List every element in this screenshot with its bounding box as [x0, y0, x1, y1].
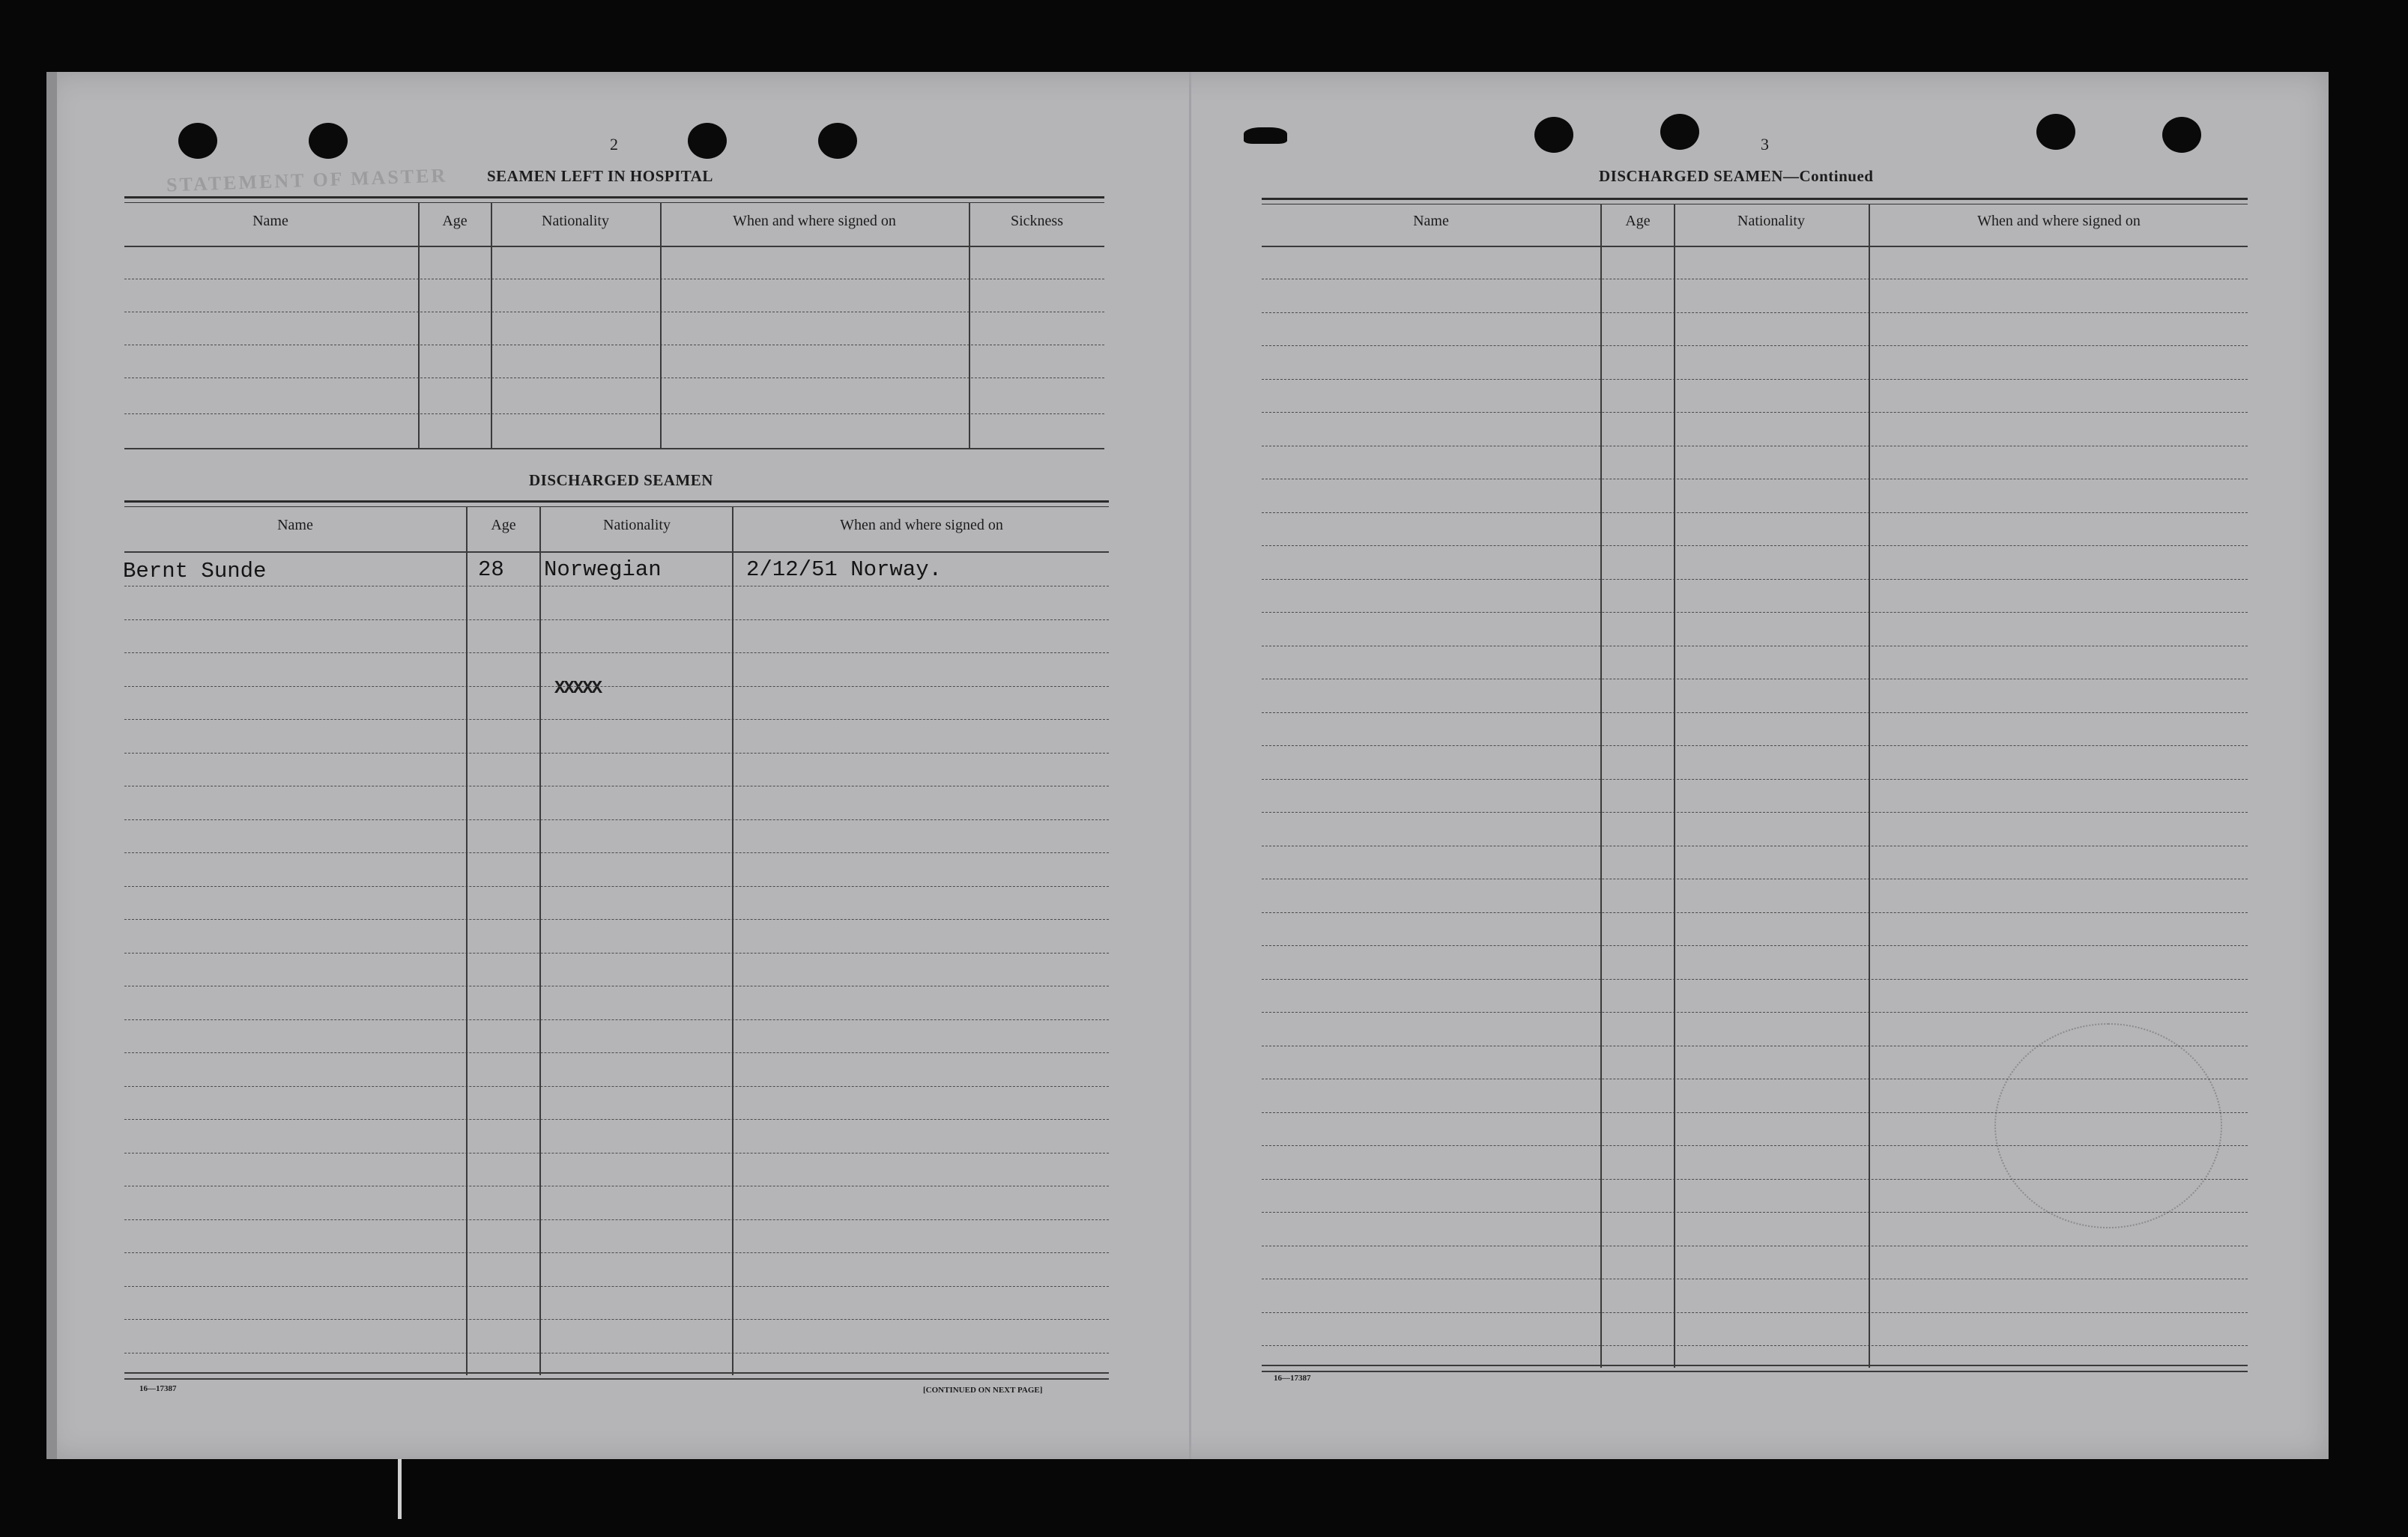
table-row-line [124, 1052, 1109, 1053]
col-header-name: Name [252, 213, 288, 229]
header-rule [124, 500, 1109, 503]
col-header-sickness: Sickness [1011, 213, 1063, 229]
table-row-line [1262, 1345, 2248, 1346]
table-row-line [1262, 1112, 2248, 1113]
punch-hole [818, 123, 857, 159]
table-bottom-rule [124, 448, 1104, 449]
struck-out-entry: XXXXX [554, 679, 602, 699]
discharged-section-title: DISCHARGED SEAMEN [529, 471, 713, 489]
punch-hole [2162, 117, 2201, 153]
col-header-name: Name [277, 517, 313, 533]
column-divider [466, 506, 468, 1375]
table-row-line [124, 652, 1109, 653]
seaman-nationality: Norwegian [544, 557, 662, 582]
table-row-line [1262, 345, 2248, 346]
col-header-name: Name [1413, 213, 1449, 229]
continued-note: [CONTINUED ON NEXT PAGE] [923, 1386, 1043, 1395]
center-fold [1189, 72, 1191, 1459]
table-row-line [124, 1286, 1109, 1287]
table-row-line [124, 852, 1109, 853]
table-row-line [1262, 1312, 2248, 1313]
table-row-line [124, 1252, 1109, 1253]
page-number: 2 [610, 135, 618, 154]
header-rule [1262, 198, 2248, 200]
punch-hole [178, 123, 217, 159]
table-row-line [1262, 412, 2248, 413]
col-header-age: Age [1625, 213, 1651, 229]
table-row-line [124, 1319, 1109, 1320]
column-divider [1674, 204, 1675, 1368]
table-row-line [124, 413, 1104, 414]
header-rule [124, 202, 1104, 203]
punch-hole [688, 123, 727, 159]
table-row-line [1262, 612, 2248, 613]
form-number: 16—17387 [139, 1384, 177, 1393]
punch-hole [1244, 127, 1287, 144]
seaman-signed-on: 2/12/51 Norway. [746, 557, 943, 582]
table-row-line [1262, 745, 2248, 746]
table-row-line [124, 819, 1109, 820]
table-row-line [124, 1086, 1109, 1087]
table-row-line [1262, 1145, 2248, 1146]
column-divider [418, 202, 420, 448]
punch-hole [1534, 117, 1573, 153]
table-row-line [1262, 912, 2248, 913]
title-suffix: —Continued [1782, 167, 1874, 185]
table-row-line [124, 686, 1109, 687]
table-bottom-rule [1262, 1365, 2248, 1366]
table-row-line [1262, 579, 2248, 580]
column-divider [1600, 204, 1602, 1368]
table-row-line [124, 619, 1109, 620]
seaman-name: Bernt Sunde [123, 559, 267, 583]
page-number: 3 [1761, 135, 1769, 154]
document-sheet [46, 72, 2329, 1459]
header-rule [124, 506, 1109, 507]
col-header-age: Age [442, 213, 468, 229]
punch-hole [1660, 114, 1699, 150]
punch-hole [2036, 114, 2075, 150]
table-bottom-rule [124, 1372, 1109, 1374]
table-row-line [1262, 545, 2248, 546]
table-row-line [1262, 1012, 2248, 1013]
table-row-line [1262, 379, 2248, 380]
column-divider [491, 202, 492, 448]
title-text: DISCHARGED SEAMEN [1599, 167, 1783, 185]
table-row-line [1262, 812, 2248, 813]
header-underline [1262, 246, 2248, 247]
column-divider [539, 506, 541, 1375]
sheet-edge [46, 72, 57, 1459]
col-header-signed-on: When and where signed on [840, 517, 1003, 533]
bleed-through-text: STATEMENT OF MASTER [166, 164, 448, 196]
table-row-line [124, 1219, 1109, 1220]
col-header-signed-on: When and where signed on [1977, 213, 2141, 229]
table-row-line [1262, 312, 2248, 313]
table-row-line [124, 753, 1109, 754]
table-row-line [1262, 945, 2248, 946]
form-number: 16—17387 [1274, 1374, 1311, 1383]
table-bottom-rule [124, 1378, 1109, 1380]
table-bottom-rule [1262, 1371, 2248, 1372]
table-row-line [124, 886, 1109, 887]
punch-hole [309, 123, 348, 159]
table-row-line [1262, 1179, 2248, 1180]
table-row-line [1262, 712, 2248, 713]
discharged-continued-title [1599, 167, 1873, 186]
table-row-line [124, 953, 1109, 954]
table-row-line [1262, 979, 2248, 980]
column-divider [732, 506, 733, 1375]
hospital-section-title: SEAMEN LEFT IN HOSPITAL [487, 167, 713, 185]
col-header-nationality: Nationality [1737, 213, 1805, 229]
film-scratch [398, 1459, 402, 1519]
column-divider [660, 202, 662, 448]
col-header-nationality: Nationality [542, 213, 609, 229]
table-row-line [1262, 779, 2248, 780]
column-divider [1869, 204, 1870, 1368]
table-row-line [124, 919, 1109, 920]
header-rule [124, 196, 1104, 198]
header-underline [124, 551, 1109, 553]
col-header-signed-on: When and where signed on [733, 213, 896, 229]
table-row-line [124, 719, 1109, 720]
table-row-line [124, 1019, 1109, 1020]
table-row-line [1262, 1212, 2248, 1213]
table-row-line [1262, 512, 2248, 513]
col-header-age: Age [491, 517, 516, 533]
col-header-nationality: Nationality [603, 517, 671, 533]
seaman-age: 28 [478, 557, 504, 582]
header-underline [124, 246, 1104, 247]
faded-stamp [1994, 1023, 2222, 1228]
column-divider [969, 202, 970, 448]
table-row-line [124, 1119, 1109, 1120]
